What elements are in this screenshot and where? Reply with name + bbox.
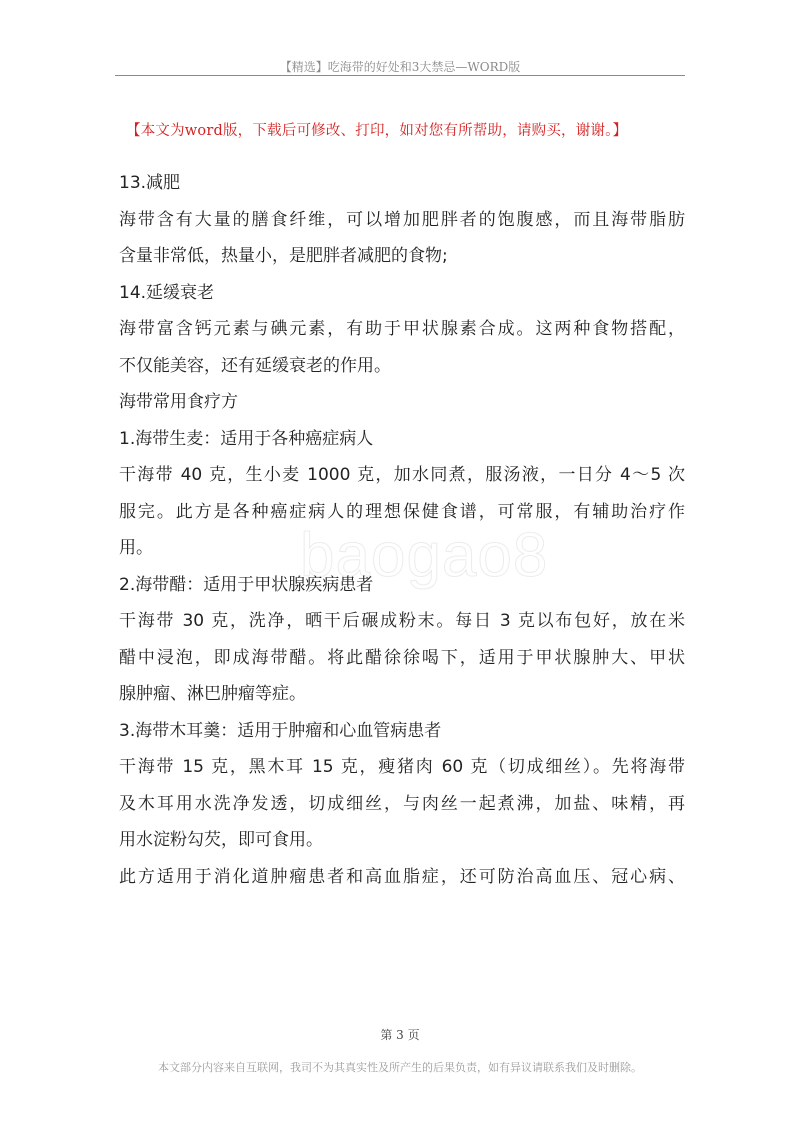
paragraph-line: 用。: [119, 538, 153, 558]
paragraph-line: 腺肿瘤、淋巴肿瘤等症。: [119, 684, 306, 704]
paragraph-line: 海带富含钙元素与碘元素，有助于甲状腺素合成。这两种食物搭配，: [119, 319, 685, 339]
document-body: [119, 165, 685, 895]
paragraph-line: 含量非常低，热量小，是肥胖者减肥的食物;: [119, 246, 448, 266]
paragraph-line: 干海带 40 克，生小麦 1000 克，加水同煮，服汤液，一日分 4～5 次: [119, 465, 685, 485]
header-divider: [115, 75, 685, 76]
paragraph-line: 干海带 15 克，黑木耳 15 克，瘦猪肉 60 克（切成细丝）。先将海带: [119, 757, 685, 777]
watermark: baogao8: [300, 521, 549, 590]
heading-weight-loss: 13.减肥: [119, 173, 181, 193]
recipe-3-title: 3.海带木耳羹：适用于肿瘤和心血管病患者: [119, 720, 442, 741]
word-version-notice: 【本文为word版，下载后可修改、打印，如对您有所帮助，请购买，谢谢。】: [126, 123, 628, 139]
paragraph-line: 用水淀粉勾芡，即可食用。: [119, 830, 323, 850]
paragraph-line: 醋中浸泡，即成海带醋。将此醋徐徐喝下，适用于甲状腺肿大、甲状: [119, 647, 685, 668]
footer-disclaimer: 本文部分内容来自互联网，我司不为其真实性及所产生的后果负责，如有异议请联系我们及时删除。: [158, 1061, 642, 1074]
recipe-2-title: 2.海带醋：适用于甲状腺疾病患者: [119, 574, 374, 595]
paragraph-line: 干海带 30 克，洗净，晒干后碾成粉末。每日 3 克以布包好，放在米: [119, 611, 685, 631]
paragraph-line: 及木耳用水洗净发透，切成细丝，与肉丝一起煮沸，加盐、味精，再: [119, 793, 685, 814]
paragraph-line: 服完。此方是各种癌症病人的理想保健食谱，可常服，有辅助治疗作: [119, 501, 685, 522]
heading-recipes: 海带常用食疗方: [119, 392, 238, 412]
heading-anti-aging: 14.延缓衰老: [119, 282, 215, 303]
paragraph-line: 海带含有大量的膳食纤维，可以增加肥胖者的饱腹感，而且海带脂肪: [119, 209, 685, 230]
page-number: 第 3 页: [380, 1028, 420, 1042]
page-header: 【精选】吃海带的好处和3大禁忌—WORD版: [279, 60, 521, 74]
paragraph-line: 不仅能美容，还有延缓衰老的作用。: [119, 355, 391, 376]
recipe-1-title: 1.海带生麦：适用于各种癌症病人: [119, 428, 374, 449]
paragraph-line: 此方适用于消化道肿瘤患者和高血脂症，还可防治高血压、冠心病、: [119, 866, 685, 887]
